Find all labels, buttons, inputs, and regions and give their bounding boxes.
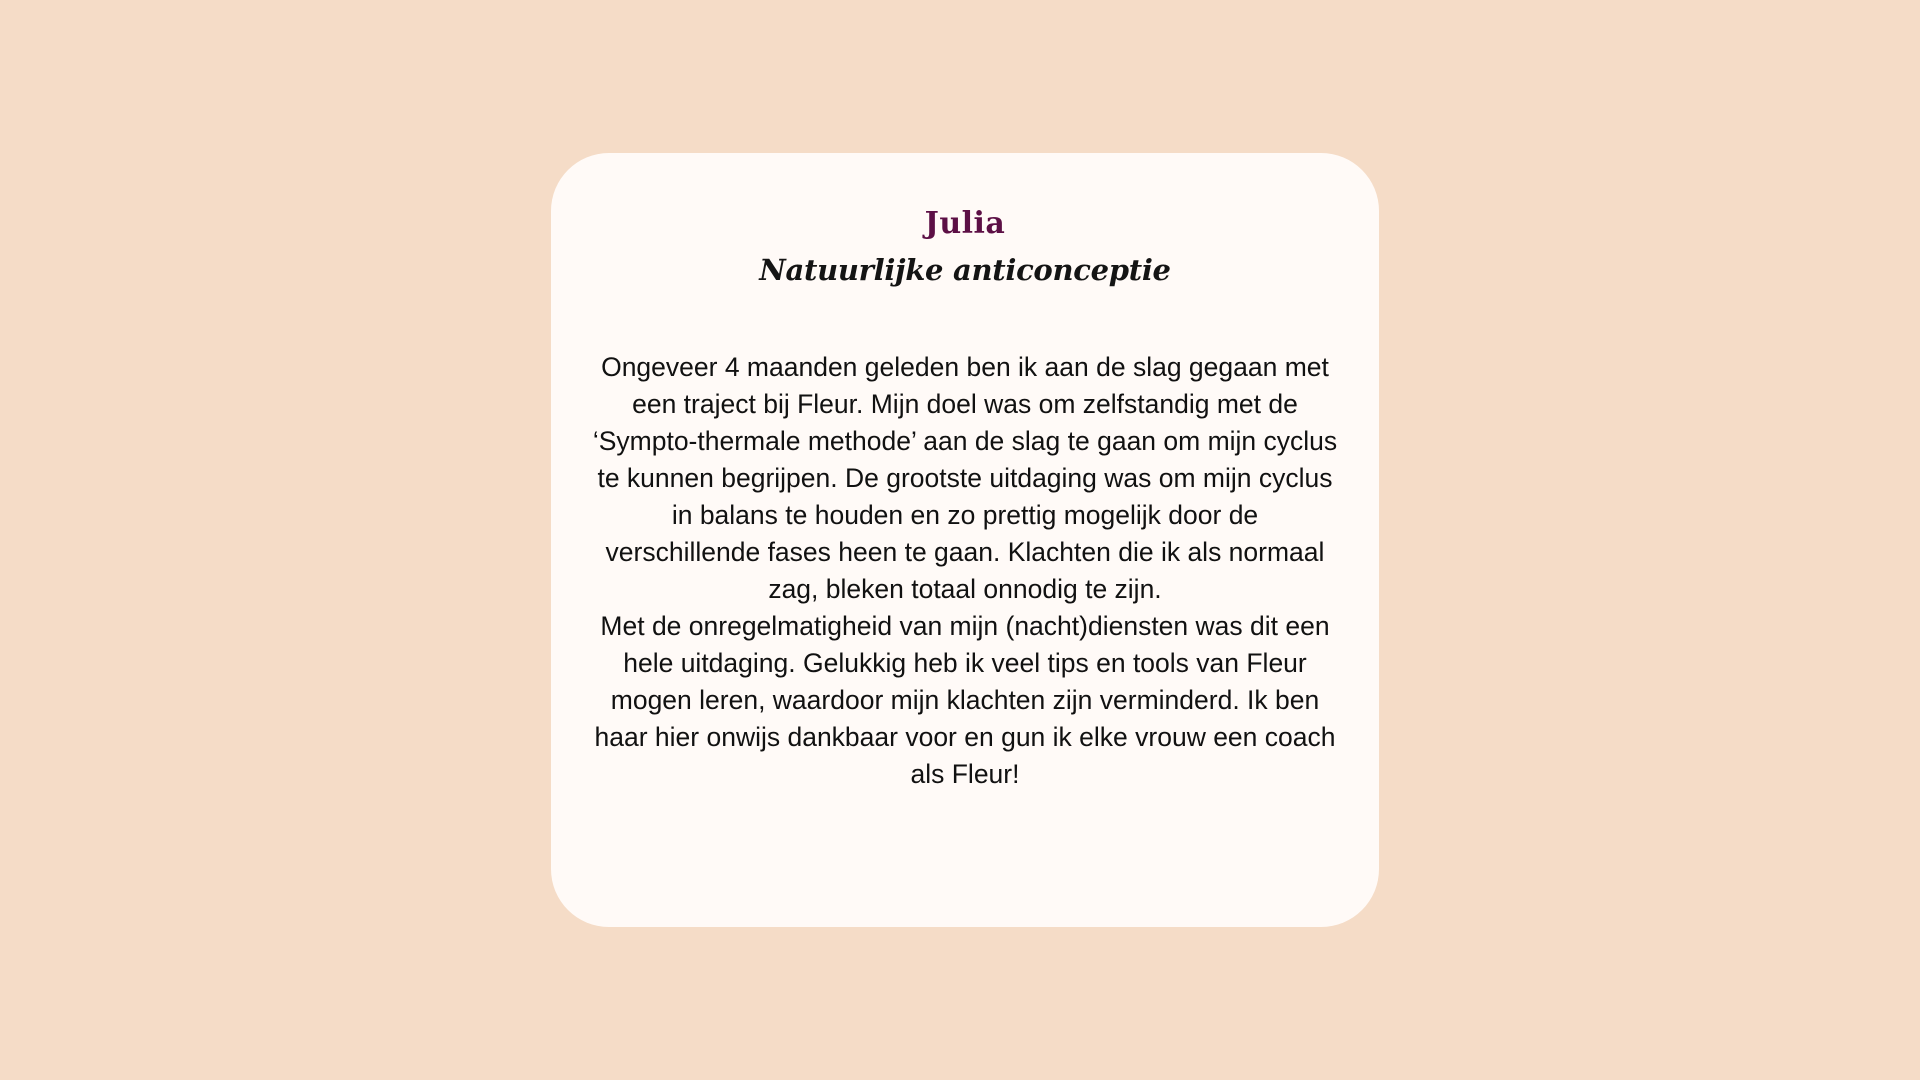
testimonial-paragraph: Met de onregelmatigheid van mijn (nacht)diensten was dit een hele uitdaging. Gelukkig heb ik veel tips en tools van Fleur mogen leren, waardoor mijn klachten zijn verminderd. Ik ben haar hier onwijs dankbaar voor en gun ik elke vrouw een coach als Fleur! bbox=[594, 611, 1336, 789]
testimonial-body bbox=[591, 349, 1339, 793]
testimonial-card bbox=[551, 153, 1379, 927]
testimonial-paragraph: Ongeveer 4 maanden geleden ben ik aan de slag gegaan met een traject bij Fleur. Mijn doel was om zelfstandig met de ‘Sympto-thermale methode’ aan de slag te gaan om mijn cyclus te kunnen begrijpen. De grootste uitdaging was om mijn cyclus in balans te houden en zo prettig mogelijk door de verschillende fases heen te gaan. Klachten die ik als normaal zag, bleken totaal onnodig te zijn. bbox=[592, 352, 1338, 604]
testimonial-author-name: Julia bbox=[924, 206, 1006, 241]
testimonial-topic: Natuurlijke anticonceptie bbox=[759, 253, 1171, 287]
